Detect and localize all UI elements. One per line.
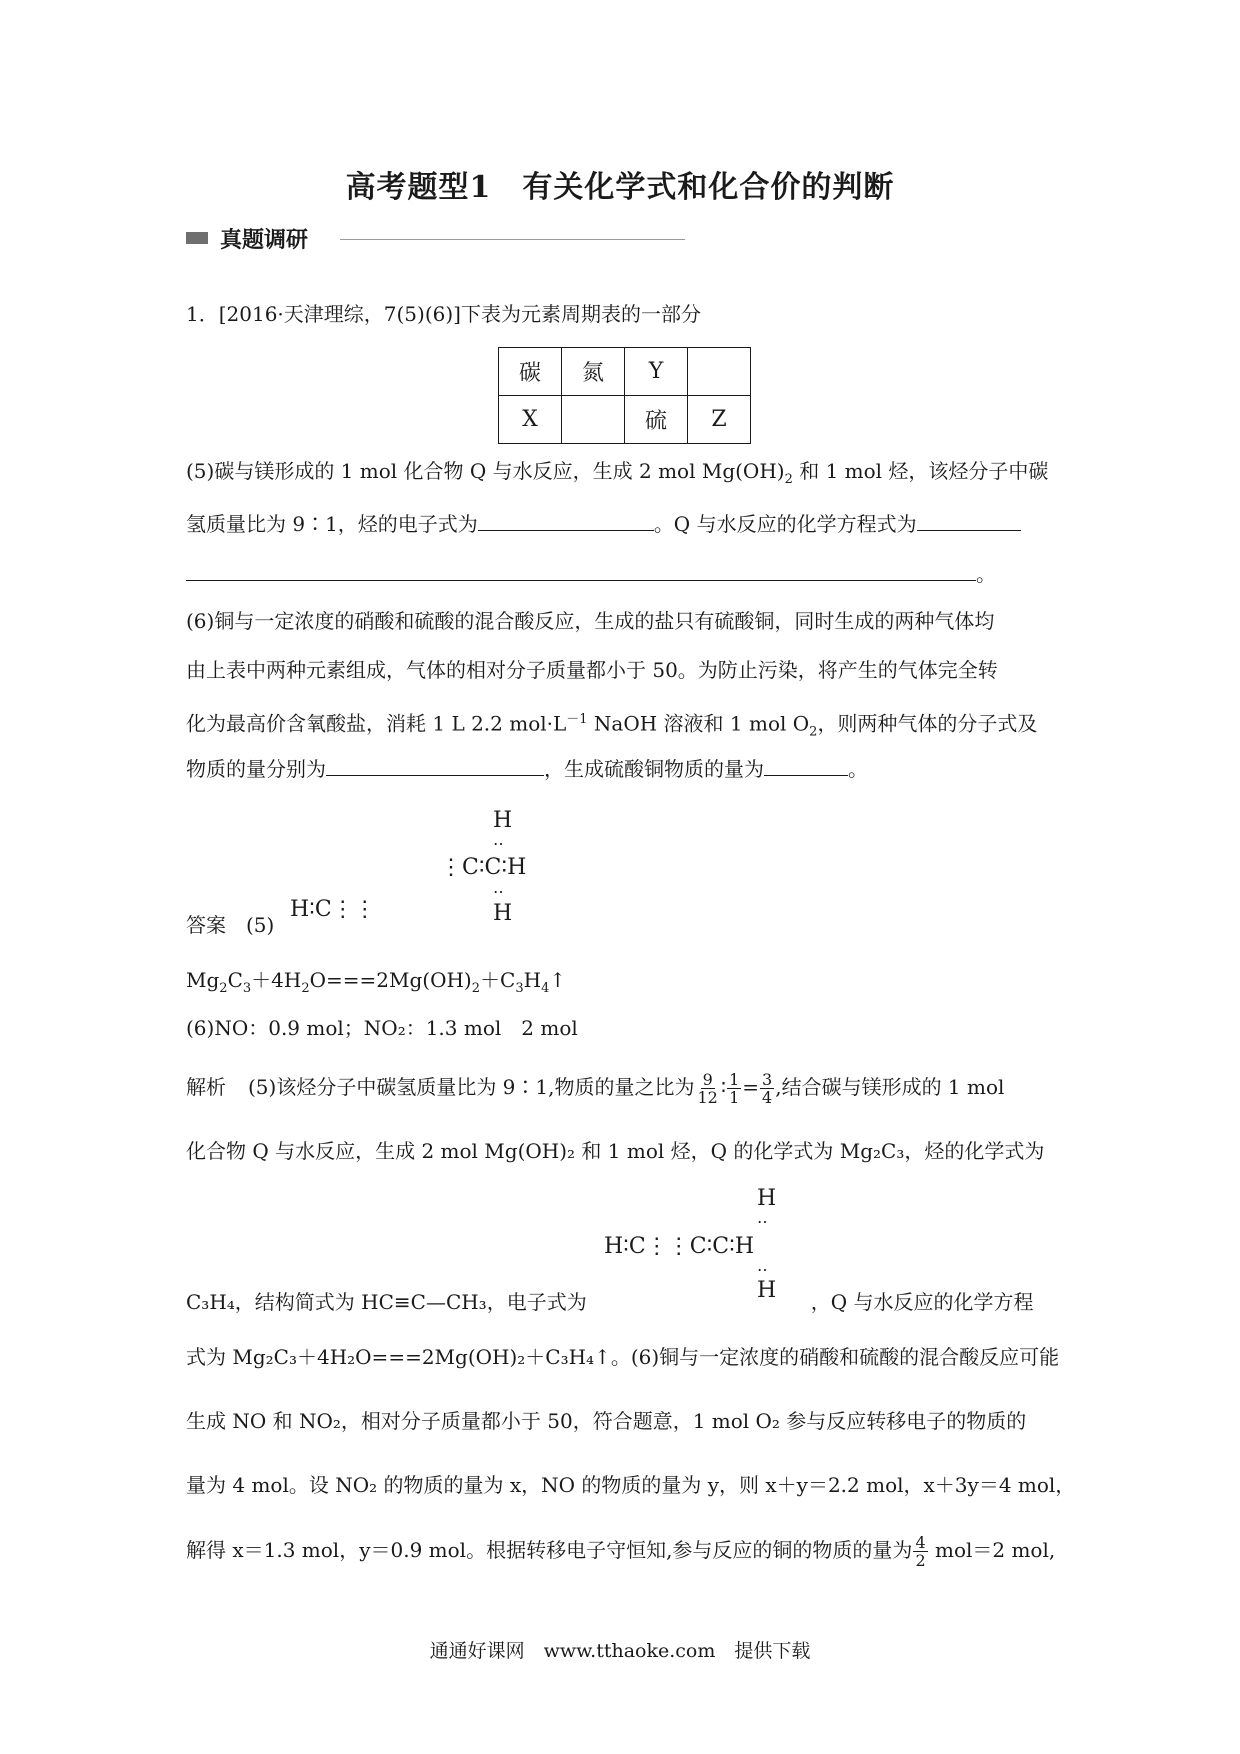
formula2-top-dots: ‥: [757, 1208, 768, 1227]
table-cell: 硫: [625, 396, 688, 444]
formula-bottom-dots: ‥: [493, 878, 504, 897]
part6-line3: 化为最高价含氧酸盐，消耗 1 L 2.2 $mol\cdot L^{-1}$ NaOH 溶液和 1 mol $O_2$，则两种气体的分子式及: [186, 711, 1038, 740]
formula-top-h: H: [493, 808, 513, 833]
answer-blank[interactable]: [917, 508, 1021, 531]
part5-line3: 。: [186, 558, 996, 589]
electron-formula-left: H∶C⋮⋮: [290, 897, 376, 922]
section-marker: [186, 232, 208, 244]
analysis-line3: C₃H₄，结构简式为 HC≡C—CH₃，电子式为 ，Q 与水反应的化学方程: [186, 1290, 1034, 1314]
formula2-top-h: H: [757, 1186, 777, 1211]
electron-formula-2: H∶C⋮⋮C∶C∶H: [604, 1234, 755, 1259]
analysis-line4: 式为 Mg₂C₃＋4H₂O===2Mg(OH)₂＋C₃H₄↑。(6)铜与一定浓度的硝酸和硫酸的混合酸反应可能: [186, 1345, 1060, 1369]
table-cell: 氮: [562, 348, 625, 396]
answer-equation: $Mg_2C_3+4H_2O===2Mg(OH)_2+C_3H_4↑$: [186, 968, 567, 996]
table-row: [499, 396, 751, 444]
section-title: 真题调研: [220, 227, 309, 253]
fraction: $\frac{1}{1}$: [729, 1070, 740, 1107]
fraction: $\frac{9}{12}$: [697, 1070, 718, 1107]
page-title: 高考题型1 有关化学式和化合价的判断: [345, 170, 895, 205]
formula2-bottom-h: H: [757, 1278, 777, 1303]
part6-line1: (6)铜与一定浓度的硝酸和硫酸的混合酸反应，生成的盐只有硫酸铜，同时生成的两种气体均: [186, 609, 995, 633]
table-cell: 碳: [499, 348, 562, 396]
answer-blank[interactable]: [326, 753, 544, 776]
table-cell: [562, 396, 625, 444]
section-divider: [340, 239, 685, 240]
analysis-line5: 生成 NO 和 NO₂，相对分子质量都小于 50，符合题意，1 mol O₂ 参与反应转移电子的物质的: [186, 1409, 1027, 1433]
part5-line1: (5)碳与镁形成的 1 mol 化合物 Q 与水反应，生成 2 mol $Mg(OH)_2$ 和 1 mol 烃，该烃分子中碳: [186, 459, 1049, 487]
fraction: $\frac{4}{2}$: [915, 1533, 926, 1570]
answer-blank[interactable]: [186, 558, 976, 581]
table-cell: Y: [625, 348, 688, 396]
answer-part6: (6)NO：0.9 mol；NO₂：1.3 mol 2 mol: [186, 1016, 578, 1040]
electron-formula-mid: ⋮C∶C∶H: [440, 855, 527, 880]
question-intro: 1．[2016·天津理综，7(5)(6)]下表为元素周期表的一部分: [186, 302, 701, 326]
analysis-line1: 解析 (5)该烃分子中碳氢质量比为 9∶1,物质的量之比为 $\frac{9}{12}$ ∶ $\frac{1}{1}$ = $\frac{3}{4}$ ,结合碳与镁形成的 1 mol: [186, 1070, 1005, 1107]
part6-line2: 由上表中两种元素组成，气体的相对分子质量都小于 50。为防止污染，将产生的气体完全转: [186, 658, 998, 682]
analysis-line2: 化合物 Q 与水反应，生成 2 mol Mg(OH)₂ 和 1 mol 烃，Q 的化学式为 Mg₂C₃，烃的化学式为: [186, 1139, 1045, 1163]
table-cell: X: [499, 396, 562, 444]
fraction: $\frac{3}{4}$: [762, 1070, 773, 1107]
page-footer: 通通好课网 www.tthaoke.com 提供下载: [429, 1640, 811, 1662]
part6-line4: 物质的量分别为 ，生成硫酸铜物质的量为 。: [186, 753, 868, 784]
formula-bottom-h: H: [493, 901, 513, 926]
answer-label: 答案 (5): [186, 913, 275, 937]
table-cell: Z: [688, 396, 751, 444]
table-row: [499, 348, 751, 396]
analysis-line7: 解得 x＝1.3 mol，y＝0.9 mol。根据转移电子守恒知,参与反应的铜的物质的量为 $\frac{4}{2}$ mol＝2 mol,: [186, 1533, 1056, 1570]
answer-blank[interactable]: [478, 508, 654, 531]
part5-line2: 氢质量比为 9∶1，烃的电子式为 。Q 与水反应的化学方程式为: [186, 508, 1021, 539]
periodic-table: [498, 347, 751, 444]
formula2-bottom-dots: ‥: [757, 1256, 768, 1275]
analysis-label: 解析: [186, 1075, 226, 1099]
formula-top-dots: ‥: [493, 830, 504, 849]
table-cell: [688, 348, 751, 396]
answer-blank[interactable]: [764, 753, 848, 776]
analysis-line6: 量为 4 mol。设 NO₂ 的物质的量为 x，NO 的物质的量为 y，则 x＋y＝2.2 mol，x＋3y＝4 mol，: [186, 1473, 1076, 1497]
